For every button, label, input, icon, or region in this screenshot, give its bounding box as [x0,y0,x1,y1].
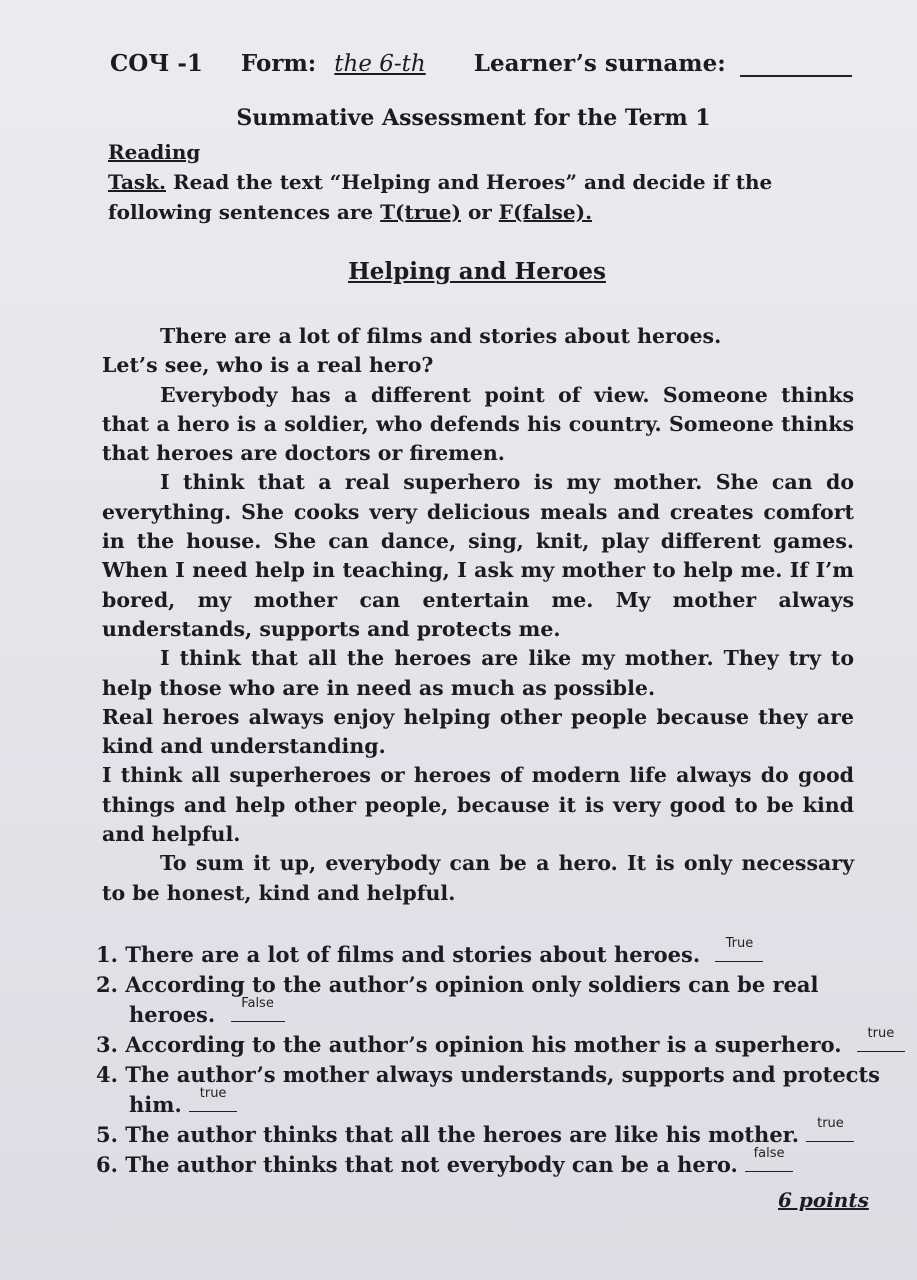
surname-blank[interactable] [740,57,852,77]
answer-blank[interactable] [715,936,763,962]
paragraph: I think that a real superhero is my mother. She can do everything. She cooks very delicious meals and creates comfort in the house. She can dance, sing, knit, play different games. When I need help in teaching, I ask my mother to help me. If I’m bored, my mother can entertain me. My mother always understands, supports and protects me. [102,470,854,641]
story-title: Helping and Heroes [348,258,606,285]
answer-blank[interactable] [806,1116,854,1142]
paragraph: I think that all the heroes are like my mother. They try to help those who are in need as much as possible. [102,646,854,700]
answer-text: True [725,936,754,951]
question-3 [96,1026,895,1060]
paragraph: I think all superheroes or heroes of modern life always do good things and help other people, because it is very good to be kind and helpful. [102,763,854,847]
header-row [110,50,852,77]
points-total: 6 points [778,1188,869,1212]
paragraph: Real heroes always enjoy helping other people because they are kind and understanding. [102,704,854,759]
question-6 [96,1146,856,1180]
page-subtitle: Summative Assessment for the Term 1 [236,105,711,131]
surname-label: Learner’s surname: [473,50,726,77]
task-block [108,137,828,227]
answer-blank[interactable] [857,1026,905,1052]
or-word: or [460,200,499,224]
question-2 [96,970,856,1000]
question-1 [96,936,856,970]
question-text: 6. The author thinks that not everybody can be a hero. [96,1152,738,1177]
answer-text: False [241,996,274,1011]
false-label: F(false). [498,200,593,224]
paragraph: Let’s see, who is a real hero? [102,353,434,378]
task-text: Read the text “Helping and Heroes” and decide if the following sentences are [108,170,773,224]
reading-text [102,322,854,908]
question-text: 4. The author’s mother always understands, supports and protects [96,1062,880,1087]
answer-text: false [753,1146,785,1161]
question-text: 2. According to the author’s opinion only soldiers can be real [96,972,819,997]
question-text: him. [129,1092,182,1117]
paragraph: Everybody has a different point of view. Someone thinks that a hero is a soldier, who defends his country. Someone thinks that heroes are doctors or firemen. [102,382,854,466]
question-text: 1. There are a lot of films and stories about heroes. [96,942,701,967]
answer-text: true [817,1116,844,1131]
question-text: 3. According to the author’s opinion his mother is a superhero. [96,1032,842,1057]
answer-blank[interactable] [189,1086,237,1112]
form-value: the 6-th [334,51,426,77]
answer-text: true [199,1086,227,1101]
task-label: Task. [108,170,167,194]
answer-blank[interactable] [231,996,285,1022]
task-instruction [108,167,828,227]
answer-text: true [867,1026,895,1041]
question-5 [96,1116,856,1150]
question-text: heroes. [129,1002,216,1027]
question-2-continued [96,996,856,1030]
answer-blank[interactable] [745,1146,793,1172]
question-text: 5. The author thinks that all the heroes are like his mother. [96,1122,800,1147]
assessment-code: СОЧ -1 [110,50,203,77]
paragraph: There are a lot of films and stories about heroes. [160,324,722,348]
true-label: T(true) [380,200,461,224]
question-4-continued [96,1086,856,1120]
paragraph: To sum it up, everybody can be a hero. It is only necessary to be honest, kind and helpful. [102,851,854,905]
form-label: Form: [240,50,317,77]
section-title: Reading [108,140,201,164]
question-list [96,936,895,1180]
